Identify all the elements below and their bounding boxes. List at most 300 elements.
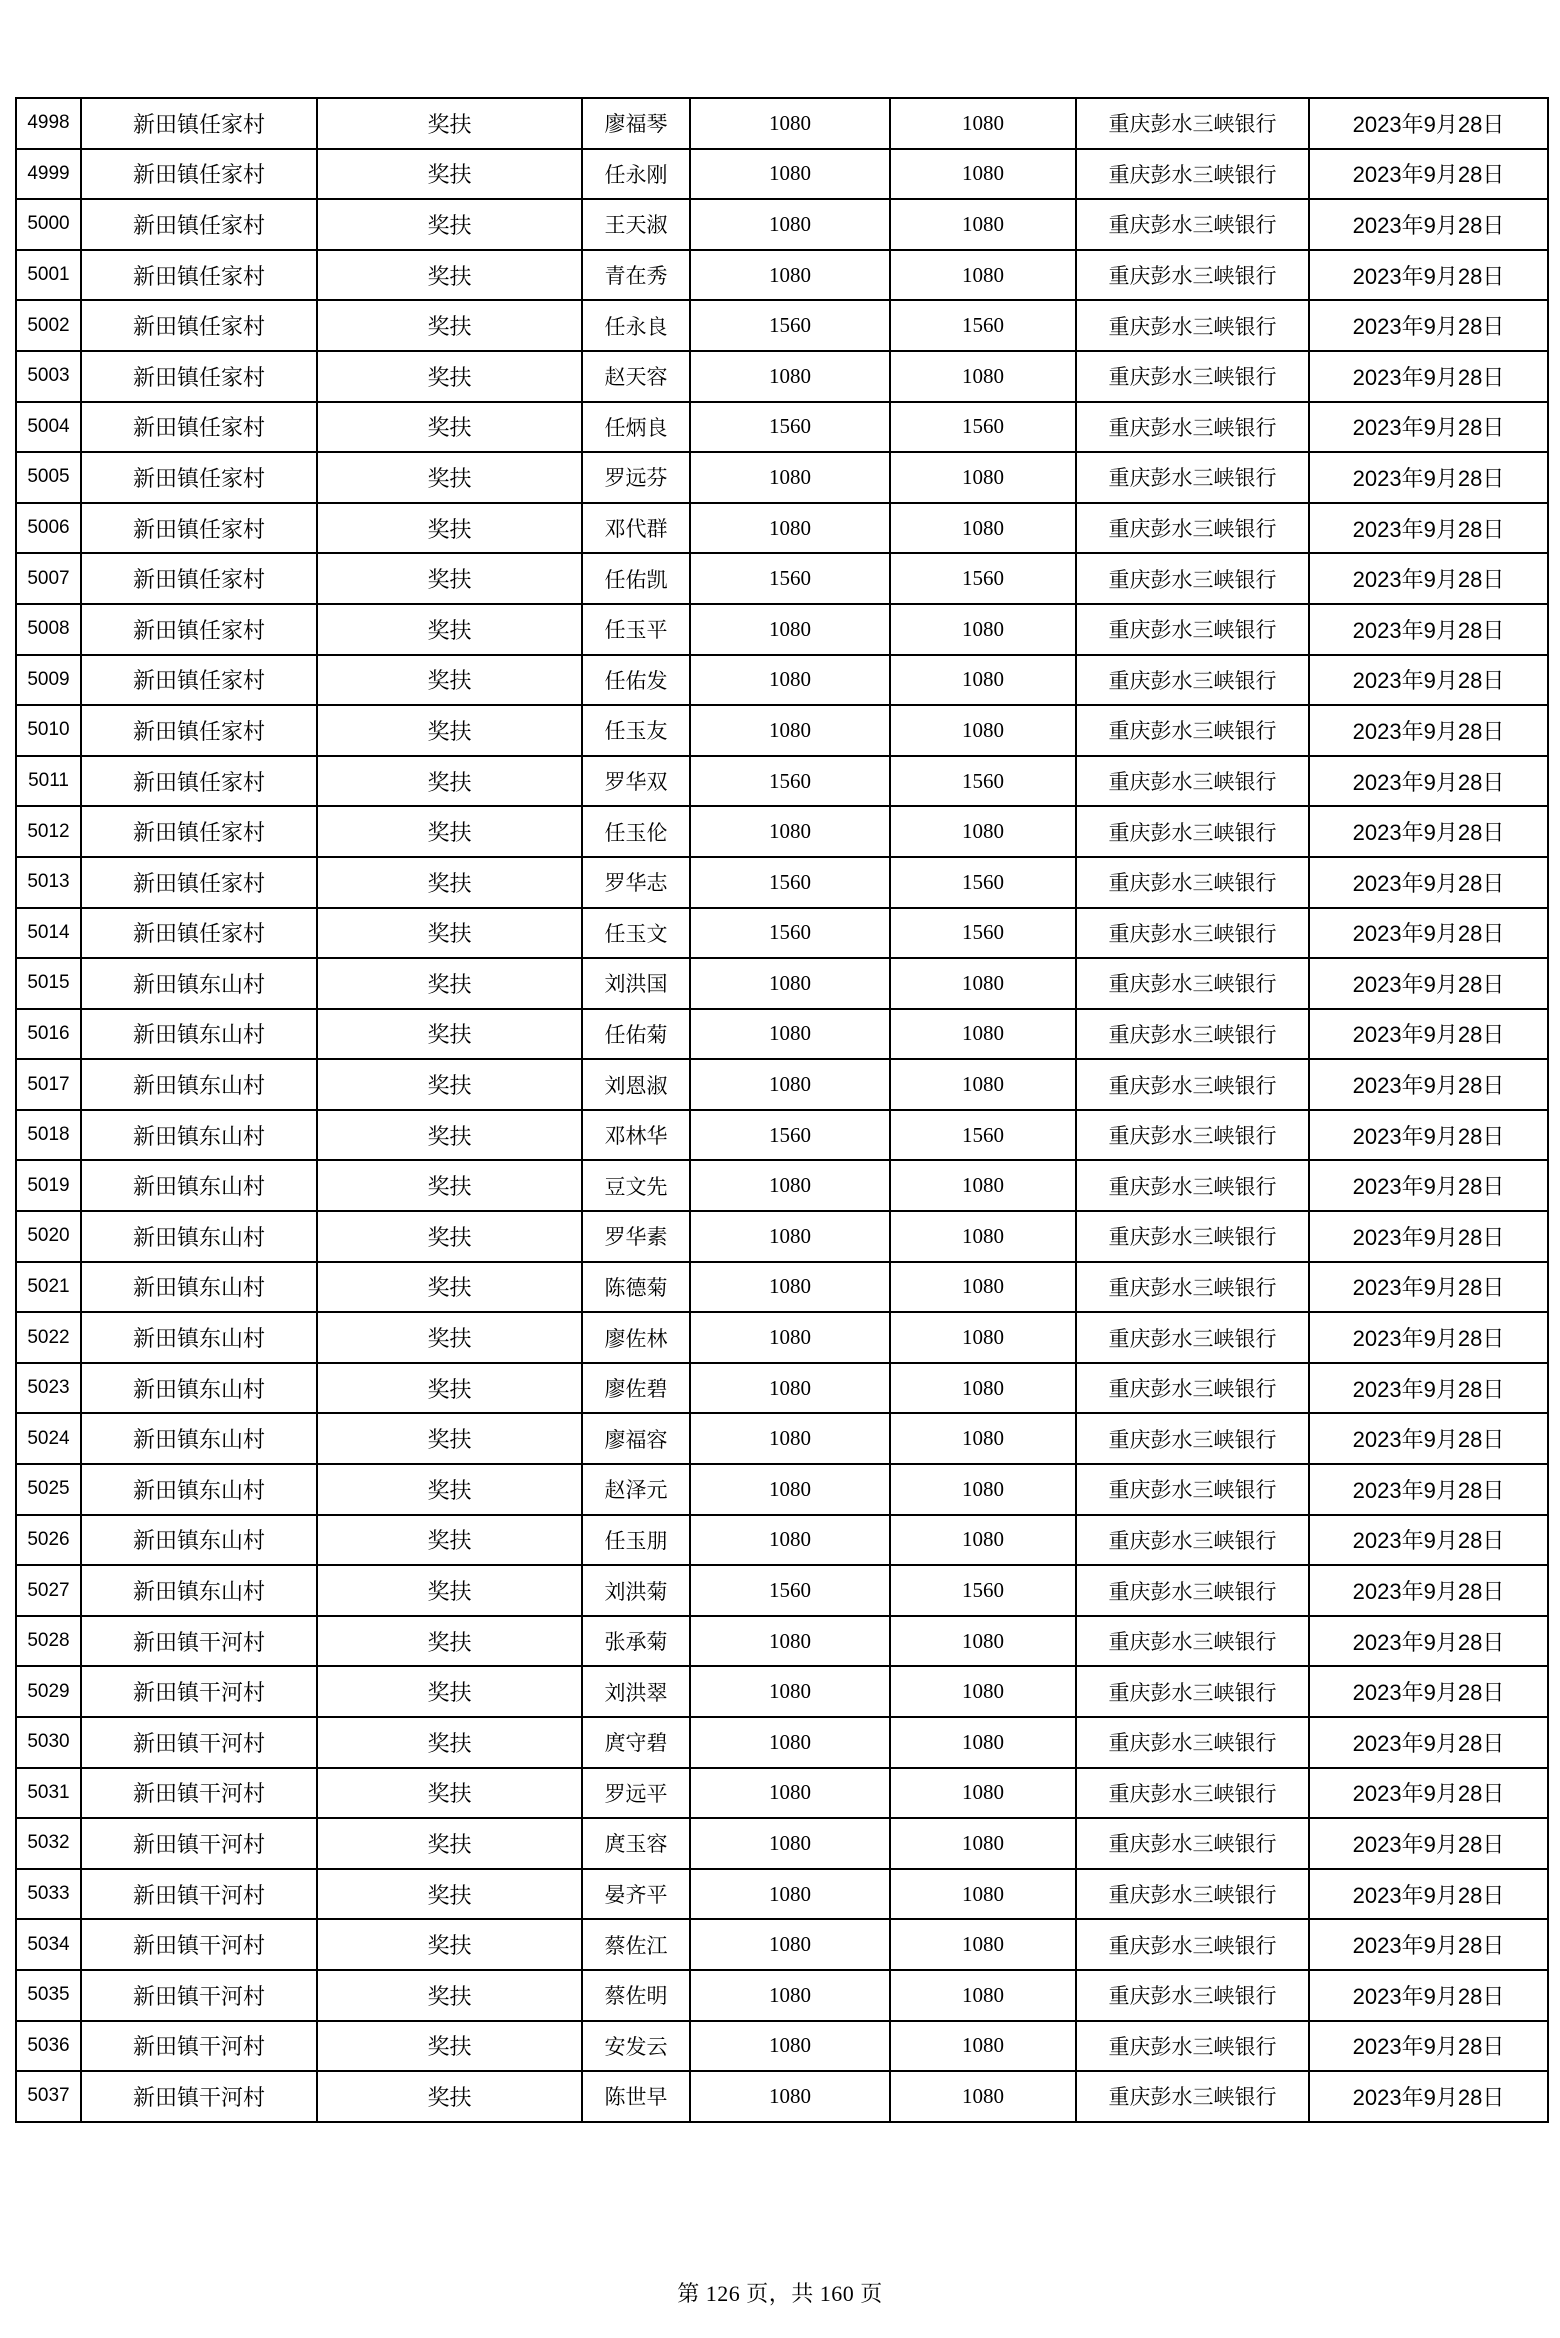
cell-village: 新田镇任家村	[81, 857, 317, 908]
cell-bank: 重庆彭水三峡银行	[1076, 98, 1309, 149]
cell-bank: 重庆彭水三峡银行	[1076, 1717, 1309, 1768]
cell-row-index: 4998	[16, 98, 81, 149]
cell-payment-date: 2023年9月28日	[1309, 1363, 1548, 1414]
cell-bank: 重庆彭水三峡银行	[1076, 1869, 1309, 1920]
cell-standard-amount: 1080	[690, 250, 890, 301]
cell-bank: 重庆彭水三峡银行	[1076, 503, 1309, 554]
cell-subsidy-type: 奖扶	[317, 2071, 582, 2122]
cell-standard-amount: 1560	[690, 1110, 890, 1161]
cell-row-index: 5004	[16, 402, 81, 453]
cell-village: 新田镇东山村	[81, 1009, 317, 1060]
cell-village: 新田镇任家村	[81, 351, 317, 402]
table-row	[16, 1312, 1548, 1363]
cell-payment-date: 2023年9月28日	[1309, 149, 1548, 200]
cell-payment-date: 2023年9月28日	[1309, 1565, 1548, 1616]
cell-bank: 重庆彭水三峡银行	[1076, 2021, 1309, 2072]
cell-row-index: 5019	[16, 1160, 81, 1211]
cell-row-index: 5029	[16, 1666, 81, 1717]
cell-village: 新田镇干河村	[81, 1818, 317, 1869]
cell-row-index: 5027	[16, 1565, 81, 1616]
cell-standard-amount: 1080	[690, 1464, 890, 1515]
cell-bank: 重庆彭水三峡银行	[1076, 806, 1309, 857]
cell-standard-amount: 1560	[690, 756, 890, 807]
cell-village: 新田镇任家村	[81, 98, 317, 149]
cell-subsidy-type: 奖扶	[317, 1464, 582, 1515]
cell-village: 新田镇干河村	[81, 1919, 317, 1970]
cell-subsidy-type: 奖扶	[317, 806, 582, 857]
cell-standard-amount: 1080	[690, 1059, 890, 1110]
cell-bank: 重庆彭水三峡银行	[1076, 1312, 1309, 1363]
cell-village: 新田镇任家村	[81, 300, 317, 351]
cell-subsidy-type: 奖扶	[317, 1009, 582, 1060]
cell-village: 新田镇任家村	[81, 452, 317, 503]
cell-subsidy-type: 奖扶	[317, 2021, 582, 2072]
cell-paid-amount: 1080	[890, 351, 1076, 402]
cell-recipient-name: 任玉朋	[582, 1515, 690, 1566]
cell-village: 新田镇任家村	[81, 149, 317, 200]
cell-payment-date: 2023年9月28日	[1309, 1262, 1548, 1313]
cell-recipient-name: 刘洪菊	[582, 1565, 690, 1616]
cell-standard-amount: 1080	[690, 1869, 890, 1920]
table-row	[16, 1616, 1548, 1667]
cell-subsidy-type: 奖扶	[317, 300, 582, 351]
table-row	[16, 705, 1548, 756]
cell-standard-amount: 1080	[690, 1515, 890, 1566]
cell-payment-date: 2023年9月28日	[1309, 1413, 1548, 1464]
cell-paid-amount: 1560	[890, 1110, 1076, 1161]
cell-village: 新田镇干河村	[81, 1869, 317, 1920]
cell-bank: 重庆彭水三峡银行	[1076, 1363, 1309, 1414]
cell-payment-date: 2023年9月28日	[1309, 503, 1548, 554]
table-row	[16, 1970, 1548, 2021]
cell-recipient-name: 庹守碧	[582, 1717, 690, 1768]
cell-subsidy-type: 奖扶	[317, 553, 582, 604]
cell-paid-amount: 1080	[890, 503, 1076, 554]
table-row	[16, 1818, 1548, 1869]
cell-paid-amount: 1080	[890, 1464, 1076, 1515]
cell-standard-amount: 1560	[690, 908, 890, 959]
cell-standard-amount: 1080	[690, 705, 890, 756]
cell-recipient-name: 罗华素	[582, 1211, 690, 1262]
cell-subsidy-type: 奖扶	[317, 98, 582, 149]
cell-standard-amount: 1560	[690, 300, 890, 351]
cell-row-index: 5016	[16, 1009, 81, 1060]
cell-paid-amount: 1560	[890, 857, 1076, 908]
cell-payment-date: 2023年9月28日	[1309, 1768, 1548, 1819]
table-row	[16, 1160, 1548, 1211]
cell-row-index: 5033	[16, 1869, 81, 1920]
cell-payment-date: 2023年9月28日	[1309, 2071, 1548, 2122]
cell-payment-date: 2023年9月28日	[1309, 1110, 1548, 1161]
cell-standard-amount: 1080	[690, 149, 890, 200]
cell-row-index: 5008	[16, 604, 81, 655]
table-row	[16, 958, 1548, 1009]
cell-row-index: 5034	[16, 1919, 81, 1970]
table-row	[16, 402, 1548, 453]
cell-bank: 重庆彭水三峡银行	[1076, 857, 1309, 908]
cell-standard-amount: 1080	[690, 1970, 890, 2021]
cell-row-index: 5003	[16, 351, 81, 402]
cell-subsidy-type: 奖扶	[317, 857, 582, 908]
cell-standard-amount: 1080	[690, 1919, 890, 1970]
table-row	[16, 1515, 1548, 1566]
cell-paid-amount: 1080	[890, 1666, 1076, 1717]
cell-subsidy-type: 奖扶	[317, 1970, 582, 2021]
cell-village: 新田镇任家村	[81, 908, 317, 959]
cell-recipient-name: 任炳良	[582, 402, 690, 453]
cell-paid-amount: 1080	[890, 250, 1076, 301]
cell-village: 新田镇任家村	[81, 503, 317, 554]
cell-village: 新田镇东山村	[81, 1059, 317, 1110]
cell-bank: 重庆彭水三峡银行	[1076, 1009, 1309, 1060]
cell-village: 新田镇东山村	[81, 1565, 317, 1616]
table-row	[16, 756, 1548, 807]
cell-standard-amount: 1080	[690, 655, 890, 706]
cell-recipient-name: 陈德菊	[582, 1262, 690, 1313]
table-row	[16, 655, 1548, 706]
cell-row-index: 5001	[16, 250, 81, 301]
cell-bank: 重庆彭水三峡银行	[1076, 1262, 1309, 1313]
cell-recipient-name: 张承菊	[582, 1616, 690, 1667]
cell-standard-amount: 1080	[690, 2021, 890, 2072]
cell-paid-amount: 1080	[890, 1818, 1076, 1869]
cell-standard-amount: 1080	[690, 1666, 890, 1717]
cell-standard-amount: 1080	[690, 958, 890, 1009]
cell-payment-date: 2023年9月28日	[1309, 452, 1548, 503]
cell-payment-date: 2023年9月28日	[1309, 402, 1548, 453]
cell-row-index: 5024	[16, 1413, 81, 1464]
cell-payment-date: 2023年9月28日	[1309, 958, 1548, 1009]
cell-paid-amount: 1560	[890, 553, 1076, 604]
cell-row-index: 5021	[16, 1262, 81, 1313]
cell-bank: 重庆彭水三峡银行	[1076, 351, 1309, 402]
table-row	[16, 1869, 1548, 1920]
table-row	[16, 1919, 1548, 1970]
cell-standard-amount: 1560	[690, 857, 890, 908]
cell-subsidy-type: 奖扶	[317, 604, 582, 655]
cell-bank: 重庆彭水三峡银行	[1076, 1413, 1309, 1464]
cell-paid-amount: 1080	[890, 958, 1076, 1009]
cell-paid-amount: 1080	[890, 1363, 1076, 1414]
cell-payment-date: 2023年9月28日	[1309, 1515, 1548, 1566]
cell-recipient-name: 蔡佐江	[582, 1919, 690, 1970]
cell-paid-amount: 1080	[890, 199, 1076, 250]
cell-paid-amount: 1080	[890, 1515, 1076, 1566]
cell-payment-date: 2023年9月28日	[1309, 1717, 1548, 1768]
cell-subsidy-type: 奖扶	[317, 1717, 582, 1768]
cell-row-index: 5013	[16, 857, 81, 908]
cell-row-index: 5005	[16, 452, 81, 503]
cell-recipient-name: 任永刚	[582, 149, 690, 200]
cell-paid-amount: 1560	[890, 402, 1076, 453]
cell-recipient-name: 任玉平	[582, 604, 690, 655]
cell-paid-amount: 1080	[890, 806, 1076, 857]
cell-standard-amount: 1080	[690, 1211, 890, 1262]
cell-row-index: 5036	[16, 2021, 81, 2072]
cell-paid-amount: 1080	[890, 1160, 1076, 1211]
cell-recipient-name: 罗远芬	[582, 452, 690, 503]
cell-paid-amount: 1560	[890, 908, 1076, 959]
cell-payment-date: 2023年9月28日	[1309, 1211, 1548, 1262]
cell-standard-amount: 1080	[690, 604, 890, 655]
cell-payment-date: 2023年9月28日	[1309, 655, 1548, 706]
cell-row-index: 5020	[16, 1211, 81, 1262]
cell-paid-amount: 1080	[890, 1869, 1076, 1920]
cell-recipient-name: 任永良	[582, 300, 690, 351]
cell-village: 新田镇任家村	[81, 756, 317, 807]
cell-subsidy-type: 奖扶	[317, 1211, 582, 1262]
cell-village: 新田镇干河村	[81, 2021, 317, 2072]
cell-paid-amount: 1080	[890, 2071, 1076, 2122]
table-row	[16, 199, 1548, 250]
cell-village: 新田镇任家村	[81, 402, 317, 453]
cell-paid-amount: 1080	[890, 1312, 1076, 1363]
cell-bank: 重庆彭水三峡银行	[1076, 553, 1309, 604]
cell-row-index: 5031	[16, 1768, 81, 1819]
cell-row-index: 5007	[16, 553, 81, 604]
cell-subsidy-type: 奖扶	[317, 1110, 582, 1161]
cell-standard-amount: 1080	[690, 503, 890, 554]
cell-recipient-name: 陈世早	[582, 2071, 690, 2122]
cell-payment-date: 2023年9月28日	[1309, 604, 1548, 655]
cell-paid-amount: 1080	[890, 705, 1076, 756]
table-row	[16, 300, 1548, 351]
cell-recipient-name: 庹玉容	[582, 1818, 690, 1869]
cell-recipient-name: 任佑发	[582, 655, 690, 706]
cell-row-index: 5032	[16, 1818, 81, 1869]
cell-paid-amount: 1560	[890, 300, 1076, 351]
cell-standard-amount: 1560	[690, 553, 890, 604]
table-row	[16, 1059, 1548, 1110]
cell-row-index: 5035	[16, 1970, 81, 2021]
cell-bank: 重庆彭水三峡银行	[1076, 1818, 1309, 1869]
cell-recipient-name: 王天淑	[582, 199, 690, 250]
cell-standard-amount: 1080	[690, 1616, 890, 1667]
cell-standard-amount: 1080	[690, 452, 890, 503]
cell-payment-date: 2023年9月28日	[1309, 857, 1548, 908]
cell-standard-amount: 1080	[690, 1262, 890, 1313]
cell-row-index: 5037	[16, 2071, 81, 2122]
cell-row-index: 5018	[16, 1110, 81, 1161]
cell-paid-amount: 1080	[890, 1717, 1076, 1768]
cell-row-index: 5002	[16, 300, 81, 351]
cell-standard-amount: 1080	[690, 1717, 890, 1768]
cell-subsidy-type: 奖扶	[317, 958, 582, 1009]
cell-recipient-name: 赵泽元	[582, 1464, 690, 1515]
cell-recipient-name: 任玉友	[582, 705, 690, 756]
cell-bank: 重庆彭水三峡银行	[1076, 1059, 1309, 1110]
cell-bank: 重庆彭水三峡银行	[1076, 1666, 1309, 1717]
cell-village: 新田镇任家村	[81, 604, 317, 655]
table-body	[16, 98, 1548, 2122]
cell-paid-amount: 1080	[890, 1211, 1076, 1262]
cell-village: 新田镇干河村	[81, 1970, 317, 2021]
cell-payment-date: 2023年9月28日	[1309, 756, 1548, 807]
cell-standard-amount: 1080	[690, 1009, 890, 1060]
cell-village: 新田镇任家村	[81, 705, 317, 756]
cell-paid-amount: 1080	[890, 1768, 1076, 1819]
cell-row-index: 5000	[16, 199, 81, 250]
cell-row-index: 5010	[16, 705, 81, 756]
cell-paid-amount: 1560	[890, 1565, 1076, 1616]
cell-payment-date: 2023年9月28日	[1309, 806, 1548, 857]
cell-row-index: 5009	[16, 655, 81, 706]
cell-recipient-name: 邓林华	[582, 1110, 690, 1161]
cell-subsidy-type: 奖扶	[317, 1616, 582, 1667]
table-row	[16, 149, 1548, 200]
cell-village: 新田镇任家村	[81, 806, 317, 857]
cell-payment-date: 2023年9月28日	[1309, 300, 1548, 351]
cell-recipient-name: 任佑凯	[582, 553, 690, 604]
cell-recipient-name: 廖佐碧	[582, 1363, 690, 1414]
cell-subsidy-type: 奖扶	[317, 1413, 582, 1464]
cell-row-index: 5025	[16, 1464, 81, 1515]
cell-bank: 重庆彭水三峡银行	[1076, 1970, 1309, 2021]
cell-paid-amount: 1560	[890, 756, 1076, 807]
cell-village: 新田镇东山村	[81, 1262, 317, 1313]
cell-paid-amount: 1080	[890, 2021, 1076, 2072]
cell-subsidy-type: 奖扶	[317, 908, 582, 959]
cell-standard-amount: 1080	[690, 806, 890, 857]
cell-row-index: 5012	[16, 806, 81, 857]
cell-paid-amount: 1080	[890, 1970, 1076, 2021]
cell-payment-date: 2023年9月28日	[1309, 1869, 1548, 1920]
table-row	[16, 503, 1548, 554]
cell-row-index: 5030	[16, 1717, 81, 1768]
cell-bank: 重庆彭水三峡银行	[1076, 1110, 1309, 1161]
cell-row-index: 5014	[16, 908, 81, 959]
table-row	[16, 98, 1548, 149]
cell-bank: 重庆彭水三峡银行	[1076, 452, 1309, 503]
cell-subsidy-type: 奖扶	[317, 756, 582, 807]
table-row	[16, 1413, 1548, 1464]
cell-recipient-name: 邓代群	[582, 503, 690, 554]
cell-subsidy-type: 奖扶	[317, 1363, 582, 1414]
cell-subsidy-type: 奖扶	[317, 1565, 582, 1616]
cell-bank: 重庆彭水三峡银行	[1076, 958, 1309, 1009]
table-row	[16, 553, 1548, 604]
cell-payment-date: 2023年9月28日	[1309, 1009, 1548, 1060]
table-row	[16, 1262, 1548, 1313]
cell-recipient-name: 赵天容	[582, 351, 690, 402]
cell-subsidy-type: 奖扶	[317, 1312, 582, 1363]
cell-payment-date: 2023年9月28日	[1309, 908, 1548, 959]
cell-village: 新田镇东山村	[81, 1363, 317, 1414]
table-row	[16, 806, 1548, 857]
cell-bank: 重庆彭水三峡银行	[1076, 250, 1309, 301]
cell-bank: 重庆彭水三峡银行	[1076, 655, 1309, 706]
cell-standard-amount: 1560	[690, 1565, 890, 1616]
table-row	[16, 1717, 1548, 1768]
cell-recipient-name: 廖福琴	[582, 98, 690, 149]
cell-standard-amount: 1080	[690, 98, 890, 149]
cell-bank: 重庆彭水三峡银行	[1076, 2071, 1309, 2122]
cell-village: 新田镇任家村	[81, 655, 317, 706]
cell-recipient-name: 豆文先	[582, 1160, 690, 1211]
table-row	[16, 1464, 1548, 1515]
table-row	[16, 351, 1548, 402]
cell-recipient-name: 蔡佐明	[582, 1970, 690, 2021]
cell-village: 新田镇东山村	[81, 958, 317, 1009]
cell-row-index: 5006	[16, 503, 81, 554]
table-row	[16, 908, 1548, 959]
cell-bank: 重庆彭水三峡银行	[1076, 199, 1309, 250]
cell-village: 新田镇东山村	[81, 1110, 317, 1161]
cell-paid-amount: 1080	[890, 452, 1076, 503]
cell-paid-amount: 1080	[890, 1616, 1076, 1667]
cell-village: 新田镇干河村	[81, 2071, 317, 2122]
cell-village: 新田镇东山村	[81, 1413, 317, 1464]
cell-recipient-name: 廖福容	[582, 1413, 690, 1464]
cell-recipient-name: 刘洪国	[582, 958, 690, 1009]
cell-bank: 重庆彭水三峡银行	[1076, 149, 1309, 200]
cell-bank: 重庆彭水三峡银行	[1076, 300, 1309, 351]
cell-subsidy-type: 奖扶	[317, 503, 582, 554]
cell-standard-amount: 1080	[690, 1413, 890, 1464]
cell-subsidy-type: 奖扶	[317, 1869, 582, 1920]
cell-standard-amount: 1080	[690, 2071, 890, 2122]
cell-standard-amount: 1080	[690, 1818, 890, 1869]
cell-paid-amount: 1080	[890, 655, 1076, 706]
cell-subsidy-type: 奖扶	[317, 402, 582, 453]
table-row	[16, 1211, 1548, 1262]
cell-recipient-name: 青在秀	[582, 250, 690, 301]
cell-recipient-name: 任玉伦	[582, 806, 690, 857]
cell-recipient-name: 任玉文	[582, 908, 690, 959]
cell-payment-date: 2023年9月28日	[1309, 1312, 1548, 1363]
cell-recipient-name: 晏齐平	[582, 1869, 690, 1920]
cell-village: 新田镇任家村	[81, 250, 317, 301]
page-number-footer: 第 126 页，共 160 页	[677, 2281, 883, 2306]
cell-paid-amount: 1080	[890, 149, 1076, 200]
cell-payment-date: 2023年9月28日	[1309, 1818, 1548, 1869]
cell-bank: 重庆彭水三峡银行	[1076, 1160, 1309, 1211]
cell-payment-date: 2023年9月28日	[1309, 1919, 1548, 1970]
cell-bank: 重庆彭水三峡银行	[1076, 1768, 1309, 1819]
cell-standard-amount: 1080	[690, 1768, 890, 1819]
cell-village: 新田镇任家村	[81, 199, 317, 250]
table-row	[16, 1565, 1548, 1616]
cell-standard-amount: 1080	[690, 1312, 890, 1363]
table-row	[16, 1768, 1548, 1819]
cell-subsidy-type: 奖扶	[317, 1160, 582, 1211]
cell-subsidy-type: 奖扶	[317, 655, 582, 706]
cell-payment-date: 2023年9月28日	[1309, 1464, 1548, 1515]
table-row	[16, 1009, 1548, 1060]
cell-standard-amount: 1080	[690, 351, 890, 402]
cell-village: 新田镇东山村	[81, 1515, 317, 1566]
cell-row-index: 5028	[16, 1616, 81, 1667]
cell-village: 新田镇干河村	[81, 1616, 317, 1667]
table-row	[16, 2021, 1548, 2072]
cell-recipient-name: 廖佐林	[582, 1312, 690, 1363]
cell-recipient-name: 罗华志	[582, 857, 690, 908]
cell-standard-amount: 1080	[690, 1363, 890, 1414]
cell-row-index: 4999	[16, 149, 81, 200]
cell-paid-amount: 1080	[890, 98, 1076, 149]
cell-village: 新田镇东山村	[81, 1211, 317, 1262]
cell-recipient-name: 罗华双	[582, 756, 690, 807]
cell-row-index: 5023	[16, 1363, 81, 1414]
cell-village: 新田镇干河村	[81, 1768, 317, 1819]
cell-subsidy-type: 奖扶	[317, 1666, 582, 1717]
cell-recipient-name: 刘洪翠	[582, 1666, 690, 1717]
cell-village: 新田镇东山村	[81, 1464, 317, 1515]
table-row	[16, 1666, 1548, 1717]
cell-bank: 重庆彭水三峡银行	[1076, 1565, 1309, 1616]
cell-village: 新田镇干河村	[81, 1666, 317, 1717]
cell-recipient-name: 罗远平	[582, 1768, 690, 1819]
